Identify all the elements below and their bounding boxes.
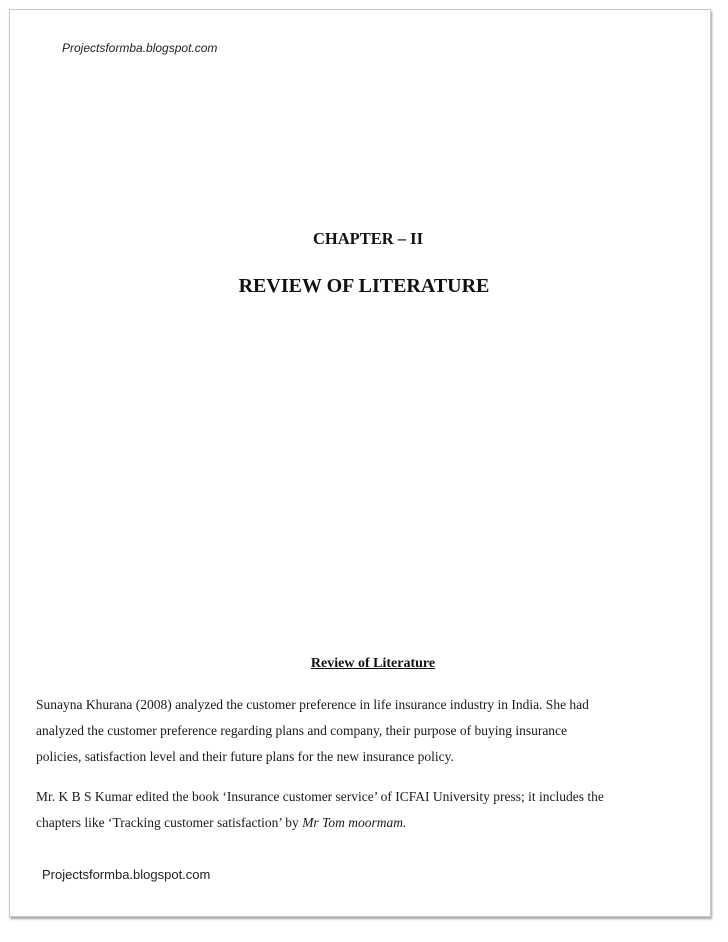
section-heading <box>0 656 728 672</box>
section-heading-text: Review of Literature <box>310 656 436 671</box>
footer-watermark-link[interactable]: Projectsformba.blogspot.com <box>42 867 211 882</box>
paragraph-line: policies, satisfaction level and their future plans for the new insurance policy. <box>36 749 454 764</box>
paragraph-line: Sunayna Khurana (2008) analyzed the customer preference in life insurance industry in India. She had <box>36 697 589 712</box>
header-watermark-link[interactable]: Projectsformba.blogspot.com <box>62 41 218 55</box>
chapter-number: CHAPTER – II <box>312 229 423 248</box>
author-name: Mr Tom moormam. <box>302 815 407 830</box>
paragraph-kumar <box>36 784 696 836</box>
paragraph-khurana <box>36 692 696 770</box>
paragraph-text: chapters like ‘Tracking customer satisfaction’ by <box>36 815 303 830</box>
paragraph-line: Mr. K B S Kumar edited the book ‘Insurance customer service’ of ICFAI University press; it includes the <box>36 789 604 804</box>
chapter-title: REVIEW OF LITERATURE <box>238 275 490 297</box>
paragraph-line: analyzed the customer preference regarding plans and company, their purpose of buying insurance <box>36 723 568 738</box>
document-page <box>9 9 711 917</box>
paragraph-line <box>36 810 696 836</box>
